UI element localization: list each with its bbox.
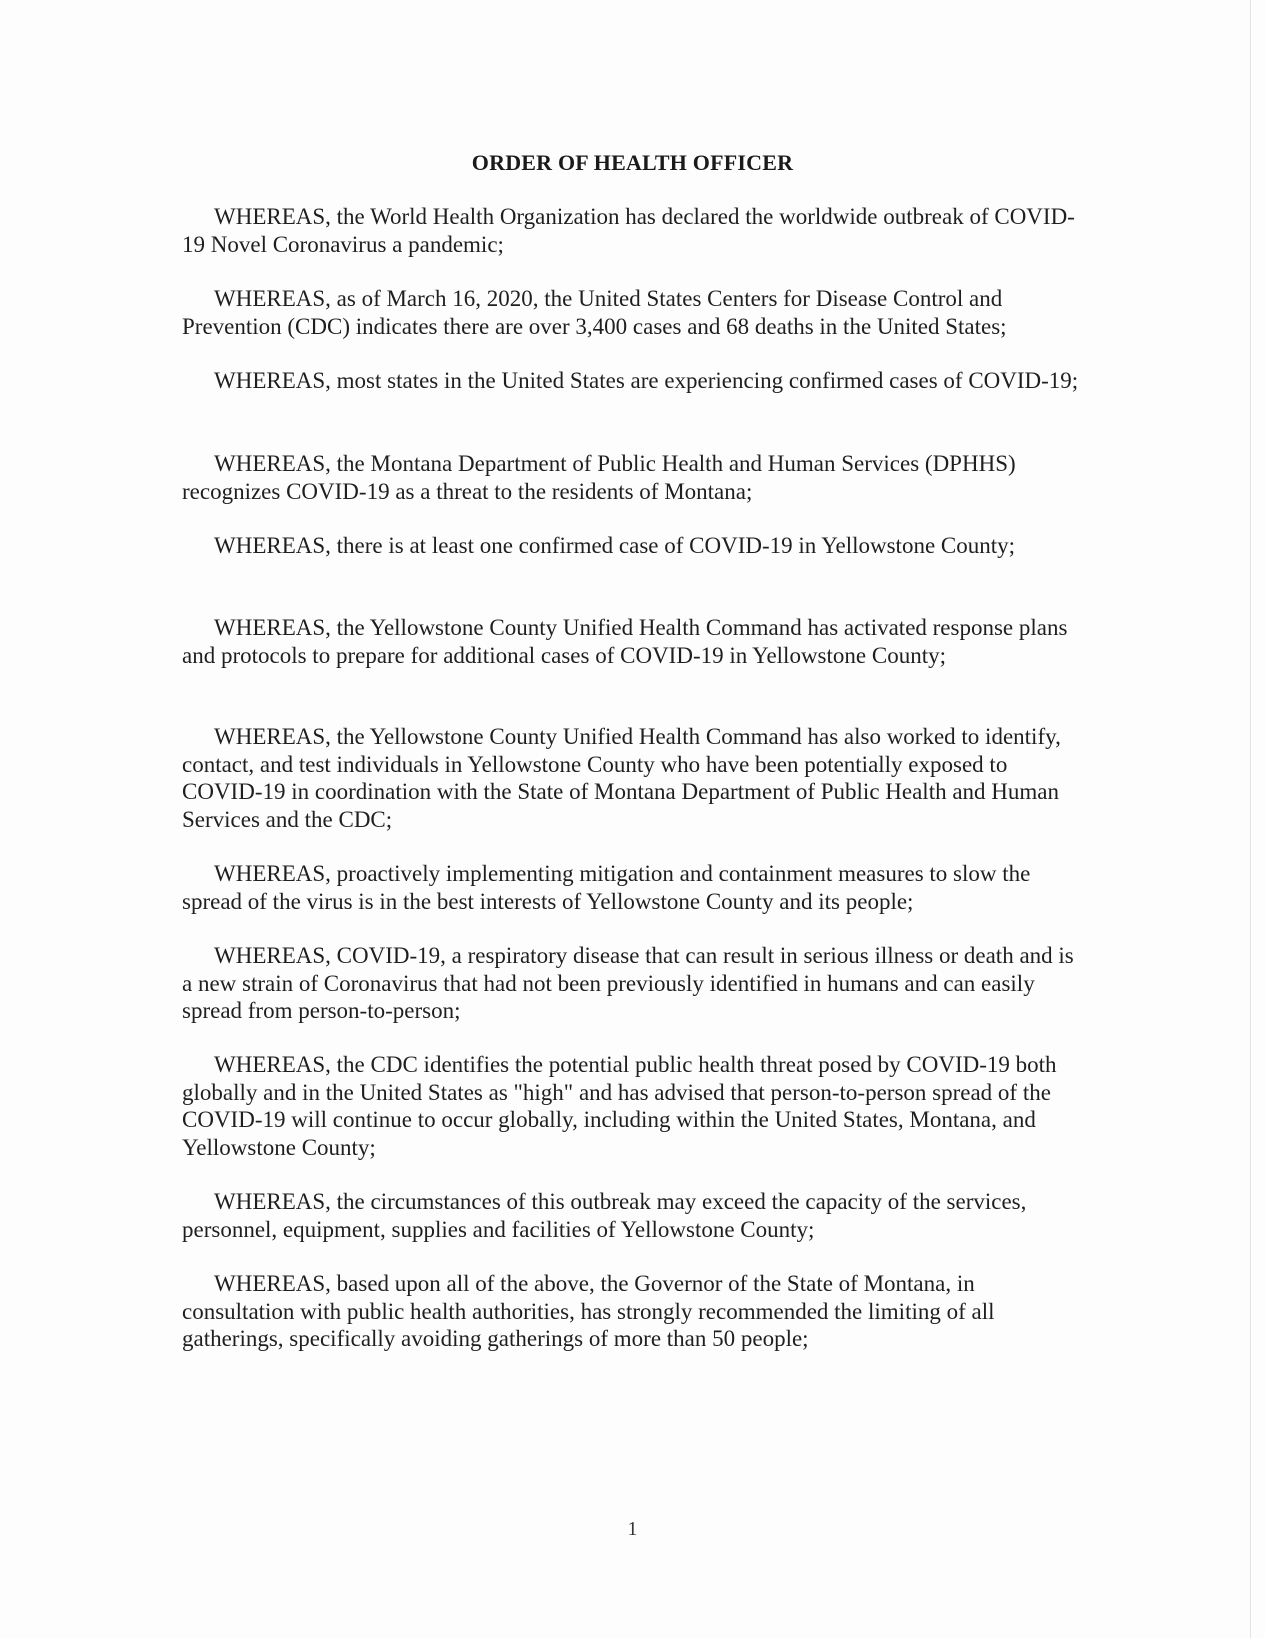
whereas-paragraph-10: WHEREAS, the CDC identifies the potential public health threat posed by COVID-19 both globally and in the United States as "high" and has advised that person-to-person spread of the COVID-19 will continue to occur globally, including within the United States, Montana, and Yellowstone County; — [182, 1052, 1057, 1160]
whereas-paragraph-1: WHEREAS, the World Health Organization has declared the worldwide outbreak of COVID-19 Novel Coronavirus a pandemic; — [182, 204, 1075, 257]
document-title: ORDER OF HEALTH OFFICER — [471, 150, 794, 175]
whereas-paragraph-5: WHEREAS, there is at least one confirmed case of COVID-19 in Yellowstone County; — [214, 533, 1016, 558]
whereas-paragraph-3: WHEREAS, most states in the United States are experiencing confirmed cases of COVID-19; — [214, 368, 1079, 393]
whereas-paragraph-7: WHEREAS, the Yellowstone County Unified Health Command has also worked to identify, contact, and test individuals in Yellowstone County who have been potentially exposed to COVID-19 in coordination with the State of Montana Department of Public Health and Human Services and the CDC; — [182, 724, 1061, 832]
whereas-paragraph-4: WHEREAS, the Montana Department of Public Health and Human Services (DPHHS) recognizes COVID-19 as a threat to the residents of Montana; — [182, 451, 1016, 504]
page-edge-divider — [1250, 0, 1251, 1638]
whereas-paragraph-9: WHEREAS, COVID-19, a respiratory disease that can result in serious illness or death and is a new strain of Coronavirus that had not been previously identified in humans and can easily spread from person-to-person; — [182, 943, 1074, 1023]
whereas-paragraph-8: WHEREAS, proactively implementing mitigation and containment measures to slow the spread of the virus is in the best interests of Yellowstone County and its people; — [182, 861, 1031, 914]
whereas-paragraph-2: WHEREAS, as of March 16, 2020, the United States Centers for Disease Control and Prevention (CDC) indicates there are over 3,400 cases and 68 deaths in the United States; — [182, 286, 1007, 339]
whereas-paragraph-12: WHEREAS, based upon all of the above, the Governor of the State of Montana, in consultation with public health authorities, has strongly recommended the limiting of all gatherings, specifically avoiding gatherings of more than 50 people; — [182, 1271, 995, 1351]
whereas-paragraph-11: WHEREAS, the circumstances of this outbreak may exceed the capacity of the services, personnel, equipment, supplies and facilities of Yellowstone County; — [182, 1189, 1027, 1242]
whereas-paragraph-6: WHEREAS, the Yellowstone County Unified Health Command has activated response plans and protocols to prepare for additional cases of COVID-19 in Yellowstone County; — [182, 615, 1068, 668]
page-number: 1 — [627, 1518, 638, 1540]
